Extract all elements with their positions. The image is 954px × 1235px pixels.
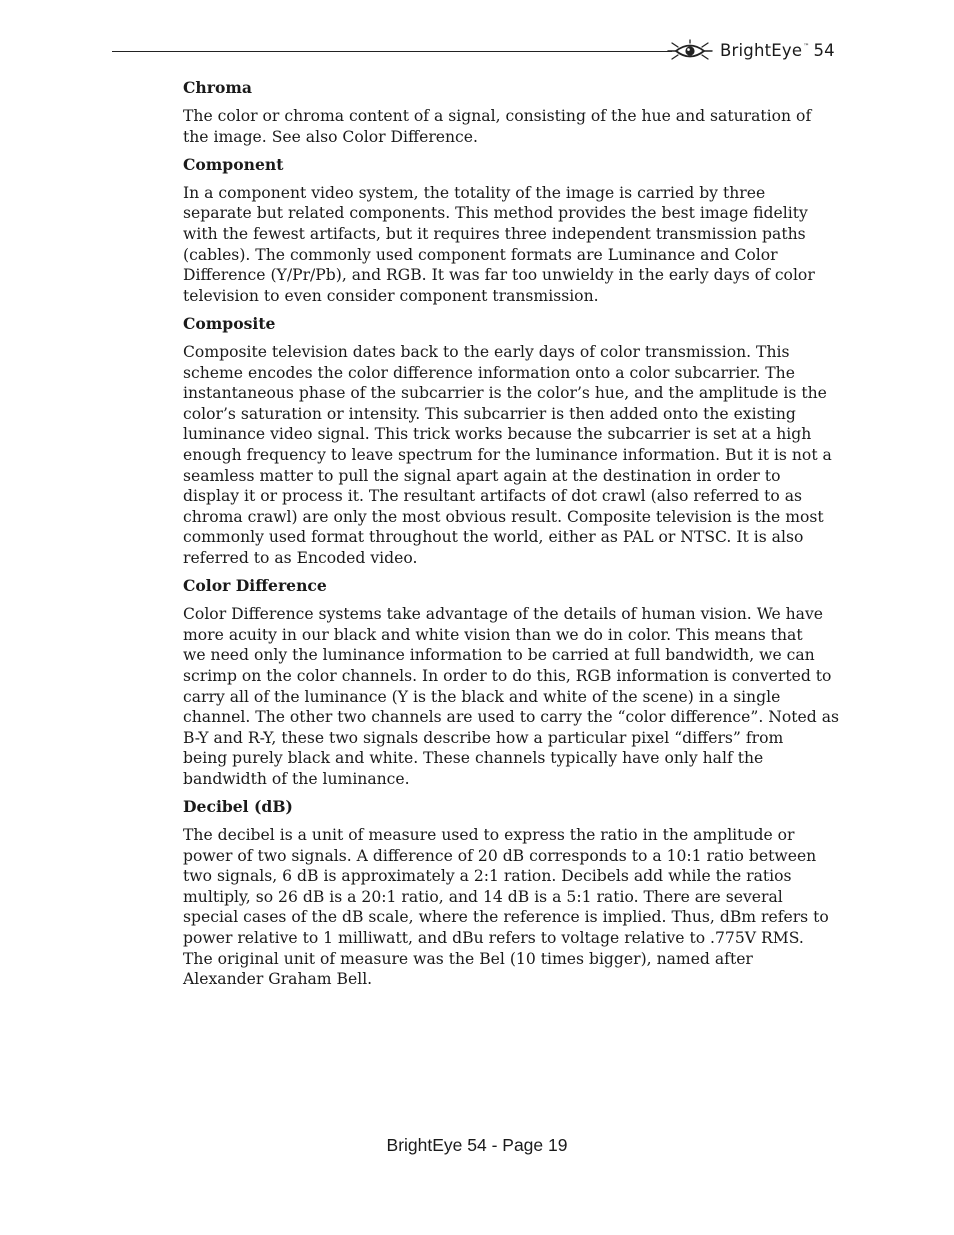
glossary-definition <box>183 604 843 789</box>
text-line: channel. The other two channels are used to carry the “color difference”. Noted as <box>183 708 840 727</box>
glossary-entry <box>183 78 843 147</box>
glossary-entry <box>183 314 843 569</box>
text-line: bandwidth of the luminance. <box>183 769 410 788</box>
text-line: with the fewest artifacts, but it requires three independent transmission paths <box>183 225 806 244</box>
brand-logo <box>666 38 835 64</box>
text-line: seamless matter to pull the signal apart again at the destination in order to <box>183 466 781 485</box>
glossary-term: Component <box>183 154 284 174</box>
glossary-entry <box>183 155 843 307</box>
text-line: carry all of the luminance (Y is the black and white of the scene) in a single <box>183 687 781 706</box>
text-line: The color or chroma content of a signal, consisting of the hue and saturation of <box>183 107 812 126</box>
text-line: (cables). The commonly used component formats are Luminance and Color <box>183 245 778 264</box>
glossary-content <box>183 78 843 997</box>
model-number: 54 <box>813 40 835 60</box>
brand-wordmark <box>720 40 835 60</box>
text-line: Difference (Y/Pr/Pb), and RGB. It was far too unwieldy in the early days of color <box>183 266 815 285</box>
text-line: Alexander Graham Bell. <box>183 970 373 989</box>
text-line: chroma crawl) are only the most obvious result. Composite television is the most <box>183 507 824 526</box>
text-line: power relative to 1 milliwatt, and dBu refers to voltage relative to .775V RMS. <box>183 929 804 948</box>
text-line: instantaneous phase of the subcarrier is the color’s hue, and the amplitude is the <box>183 384 827 403</box>
page-footer: BrightEye 54 - Page 19 <box>386 1135 568 1155</box>
glossary-definition <box>183 342 843 569</box>
text-line: Color Difference systems take advantage of the details of human vision. We have <box>183 605 824 624</box>
text-line: multiply, so 26 dB is a 20:1 ratio, and 14 dB is a 5:1 ratio. There are several <box>183 887 783 906</box>
text-line: separate but related components. This method provides the best image fidelity <box>183 204 808 223</box>
text-line: more acuity in our black and white vision than we do in color. This means that <box>183 625 803 644</box>
glossary-term: Chroma <box>183 78 252 97</box>
text-line: two signals, 6 dB is approximately a 2:1 ration. Decibels add while the ratios <box>183 867 792 886</box>
brand-name: BrightEye <box>720 40 803 60</box>
glossary-entry <box>183 576 843 789</box>
glossary-definition <box>183 825 843 990</box>
text-line: Composite television dates back to the early days of color transmission. This <box>183 343 790 362</box>
glossary-term: Composite <box>183 313 276 333</box>
text-line: being purely black and white. These channels typically have only half the <box>183 749 764 768</box>
glossary-entry <box>183 797 843 990</box>
text-line: enough frequency to leave spectrum for the luminance information. But it is not a <box>183 446 832 464</box>
glossary-term: Color Difference <box>183 576 327 596</box>
glossary-definition <box>183 106 843 147</box>
text-line: color’s saturation or intensity. This subcarrier is then added onto the existing <box>183 404 796 423</box>
text-line: luminance video signal. This trick works because the subcarrier is set at a high <box>183 425 812 444</box>
text-line: The original unit of measure was the Bel (10 times bigger), named after <box>183 949 753 968</box>
trademark-symbol: ™ <box>803 42 810 50</box>
text-line: The decibel is a unit of measure used to express the ratio in the amplitude or <box>183 826 795 845</box>
glossary-definition <box>183 183 843 307</box>
text-line: referred to as Encoded video. <box>183 548 418 567</box>
text-line: we need only the luminance information to be carried at full bandwidth, we can <box>183 646 815 665</box>
text-line: B-Y and R-Y, these two signals describe how a particular pixel “differs” from <box>183 728 784 747</box>
text-line: the image. See also Color Difference. <box>183 127 478 146</box>
text-line: television to even consider component transmission. <box>183 286 599 305</box>
text-line: scheme encodes the color difference information onto a color subcarrier. The <box>183 363 795 382</box>
text-line: commonly used format throughout the world, either as PAL or NTSC. It is also <box>183 528 804 547</box>
text-line: power of two signals. A difference of 20 dB corresponds to a 10:1 ratio between <box>183 846 817 865</box>
text-line: special cases of the dB scale, where the reference is implied. Thus, dBm refers to <box>183 908 829 927</box>
text-line: In a component video system, the totality of the image is carried by three <box>183 183 766 202</box>
stylized-eye-icon <box>666 39 714 63</box>
header-rule <box>112 51 672 52</box>
text-line: scrimp on the color channels. In order to do this, RGB information is converted to <box>183 666 832 685</box>
glossary-term: Decibel (dB) <box>183 797 293 816</box>
text-line: display it or process it. The resultant artifacts of dot crawl (also referred to as <box>183 487 803 506</box>
